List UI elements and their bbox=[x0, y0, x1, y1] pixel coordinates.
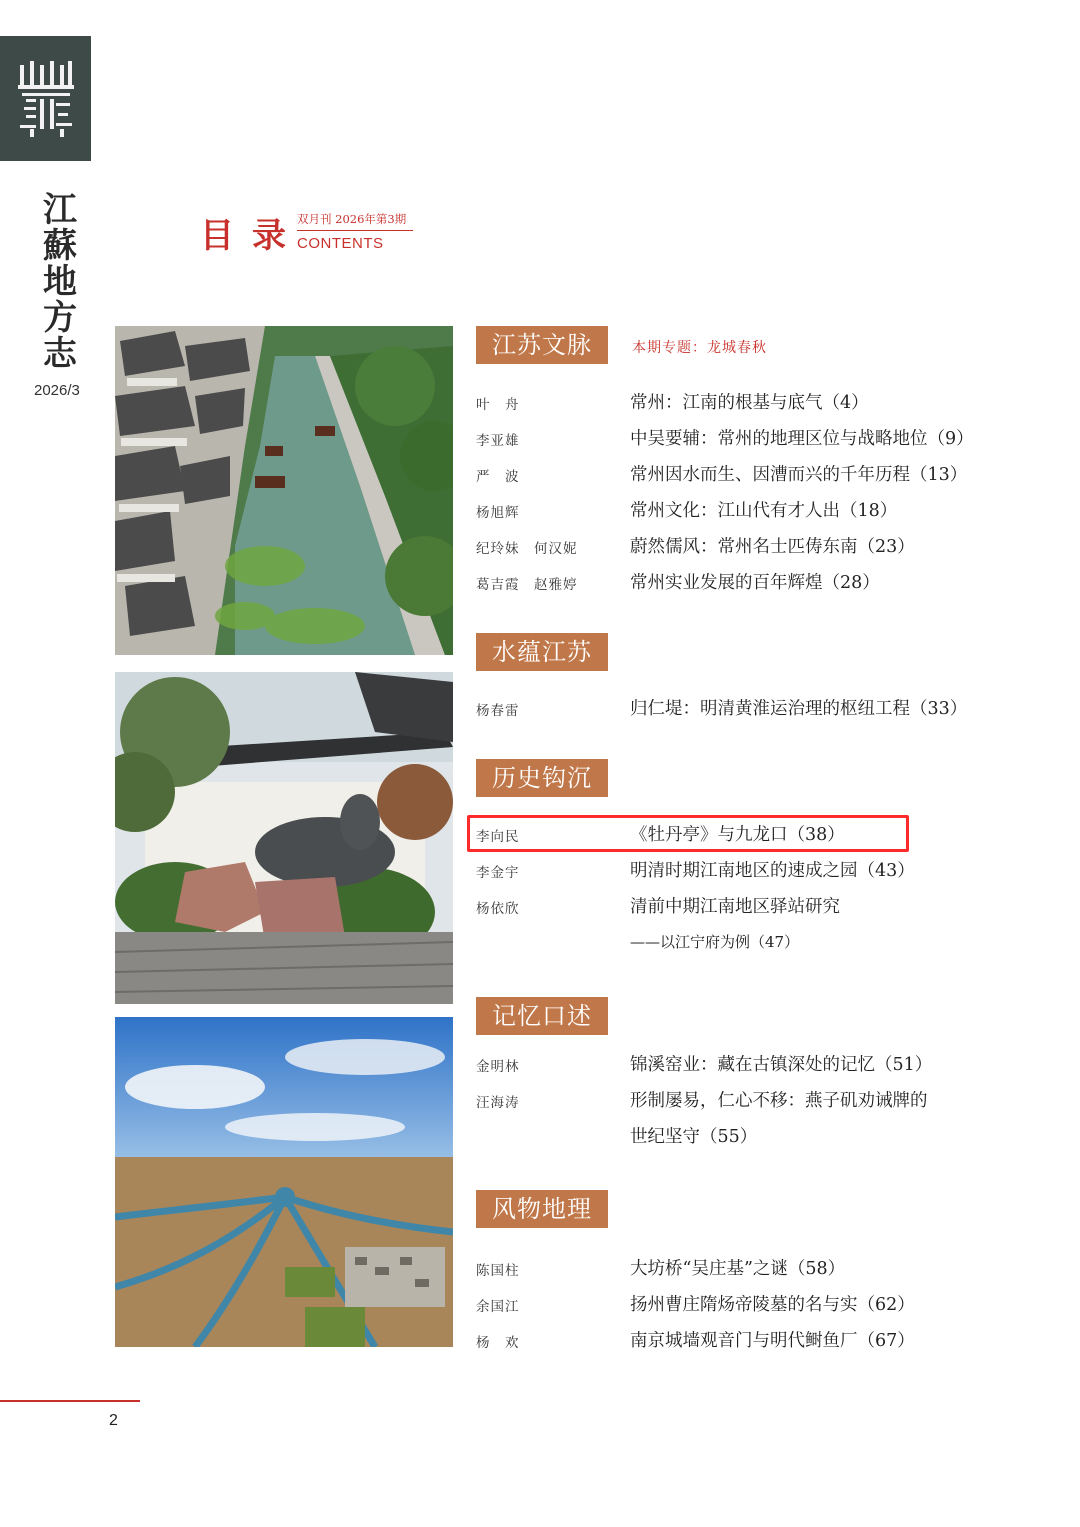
statue-garden-photo bbox=[115, 672, 453, 1004]
journal-title-char: 地 bbox=[43, 262, 77, 302]
entry-author: 叶 舟 bbox=[476, 397, 520, 413]
entry-title: 中吴要辅：常州的地理区位与战略地位（9） bbox=[630, 429, 974, 449]
journal-title-char: 方 bbox=[43, 298, 77, 338]
toc-entry[interactable] bbox=[476, 1051, 1016, 1077]
entry-author: 李向民 bbox=[476, 829, 520, 845]
entry-author: 杨 欢 bbox=[476, 1335, 520, 1351]
entry-title: 常州文化：江山代有才人出（18） bbox=[630, 501, 898, 521]
issue-line: 双月刊 2026年第3期 bbox=[297, 211, 413, 231]
entry-author: 汪海涛 bbox=[476, 1095, 520, 1111]
journal-title-char: 蘇 bbox=[43, 226, 77, 266]
toc-heading: 目录 bbox=[200, 216, 304, 256]
entry-title: 常州实业发展的百年辉煌（28） bbox=[630, 573, 880, 593]
wetland-aerial-photo bbox=[115, 1017, 453, 1347]
section-label-fengwu-dili: 风物地理 bbox=[476, 1190, 608, 1228]
journal-title bbox=[40, 192, 80, 372]
toc-entry[interactable] bbox=[476, 497, 1016, 523]
toc-entry[interactable] bbox=[476, 461, 1016, 487]
entry-author: 陈国柱 bbox=[476, 1263, 520, 1279]
section-label-jiyi-koushu: 记忆口述 bbox=[476, 997, 608, 1035]
seal-logo-icon bbox=[16, 59, 76, 139]
toc-meta bbox=[297, 211, 413, 252]
toc-entry[interactable] bbox=[476, 1087, 1016, 1113]
toc-entry[interactable] bbox=[476, 1327, 1016, 1353]
entry-author: 余国江 bbox=[476, 1299, 520, 1315]
entry-title: 大坊桥“吴庄基”之谜（58） bbox=[630, 1259, 846, 1279]
entry-title: 常州因水而生、因漕而兴的千年历程（13） bbox=[630, 465, 968, 485]
toc-entry[interactable] bbox=[476, 1291, 1016, 1317]
entry-title: 形制屡易，仁心不移：燕子矶劝诫牌的 bbox=[630, 1091, 928, 1111]
entry-title: 《牡丹亭》与九龙口（38） bbox=[630, 825, 845, 845]
entry-author: 杨春雷 bbox=[476, 703, 520, 719]
entry-title: 归仁堤：明清黄淮运治理的枢纽工程（33） bbox=[630, 699, 968, 719]
highlight-box bbox=[467, 815, 909, 852]
section-label-jiangsu-wenmai: 江苏文脉 bbox=[476, 326, 608, 364]
toc-entry-continuation[interactable] bbox=[476, 929, 1016, 955]
entry-title: 明清时期江南地区的速成之园（43） bbox=[630, 861, 915, 881]
journal-title-char: 江 bbox=[43, 190, 77, 230]
entry-title: 南京城墙观音门与明代鲥鱼厂（67） bbox=[630, 1331, 915, 1351]
toc-entry[interactable] bbox=[476, 533, 1016, 559]
entry-title: 锦溪窑业：藏在古镇深处的记忆（51） bbox=[630, 1055, 933, 1075]
toc-entry[interactable] bbox=[476, 695, 1016, 721]
entry-title: 蔚然儒风：常州名士匹俦东南（23） bbox=[630, 537, 915, 557]
special-topic: 本期专题：龙城春秋 bbox=[632, 340, 767, 356]
entry-title: 清前中期江南地区驿站研究 bbox=[630, 897, 840, 917]
toc-entry[interactable] bbox=[476, 893, 1016, 919]
footer-rule bbox=[0, 1400, 140, 1402]
toc-entry[interactable] bbox=[476, 1255, 1016, 1281]
entry-title: 常州：江南的根基与底气（4） bbox=[630, 393, 869, 413]
entry-author: 葛吉霞 赵雅婷 bbox=[476, 577, 578, 593]
entry-author: 杨旭辉 bbox=[476, 505, 520, 521]
entry-title: 世纪坚守（55） bbox=[630, 1127, 758, 1147]
toc-entry[interactable] bbox=[476, 569, 1016, 595]
entry-author: 李金宇 bbox=[476, 865, 520, 881]
entry-author: 杨依欣 bbox=[476, 901, 520, 917]
issue-code: 2026/3 bbox=[34, 382, 80, 399]
entry-author: 纪玲妹 何汉妮 bbox=[476, 541, 578, 557]
section-label-lishi-gouchen: 历史钩沉 bbox=[476, 759, 608, 797]
toc-entry[interactable] bbox=[476, 389, 1016, 415]
toc-entry[interactable] bbox=[476, 857, 1016, 883]
entry-author: 金明林 bbox=[476, 1059, 520, 1075]
contents-label: CONTENTS bbox=[297, 235, 384, 252]
entry-title: 扬州曹庄隋炀帝陵墓的名与实（62） bbox=[630, 1295, 915, 1315]
section-label-shuiyun-jiangsu: 水蕴江苏 bbox=[476, 633, 608, 671]
toc-entry[interactable] bbox=[476, 425, 1016, 451]
journal-logo bbox=[0, 36, 91, 161]
journal-title-char: 志 bbox=[43, 334, 77, 374]
entry-author: 李亚雄 bbox=[476, 433, 520, 449]
canal-town-photo bbox=[115, 326, 453, 655]
page-number: 2 bbox=[109, 1412, 118, 1429]
toc-entry-continuation[interactable] bbox=[476, 1123, 1016, 1149]
entry-title: ——以江宁府为例（47） bbox=[630, 933, 800, 951]
entry-author: 严 波 bbox=[476, 469, 520, 485]
